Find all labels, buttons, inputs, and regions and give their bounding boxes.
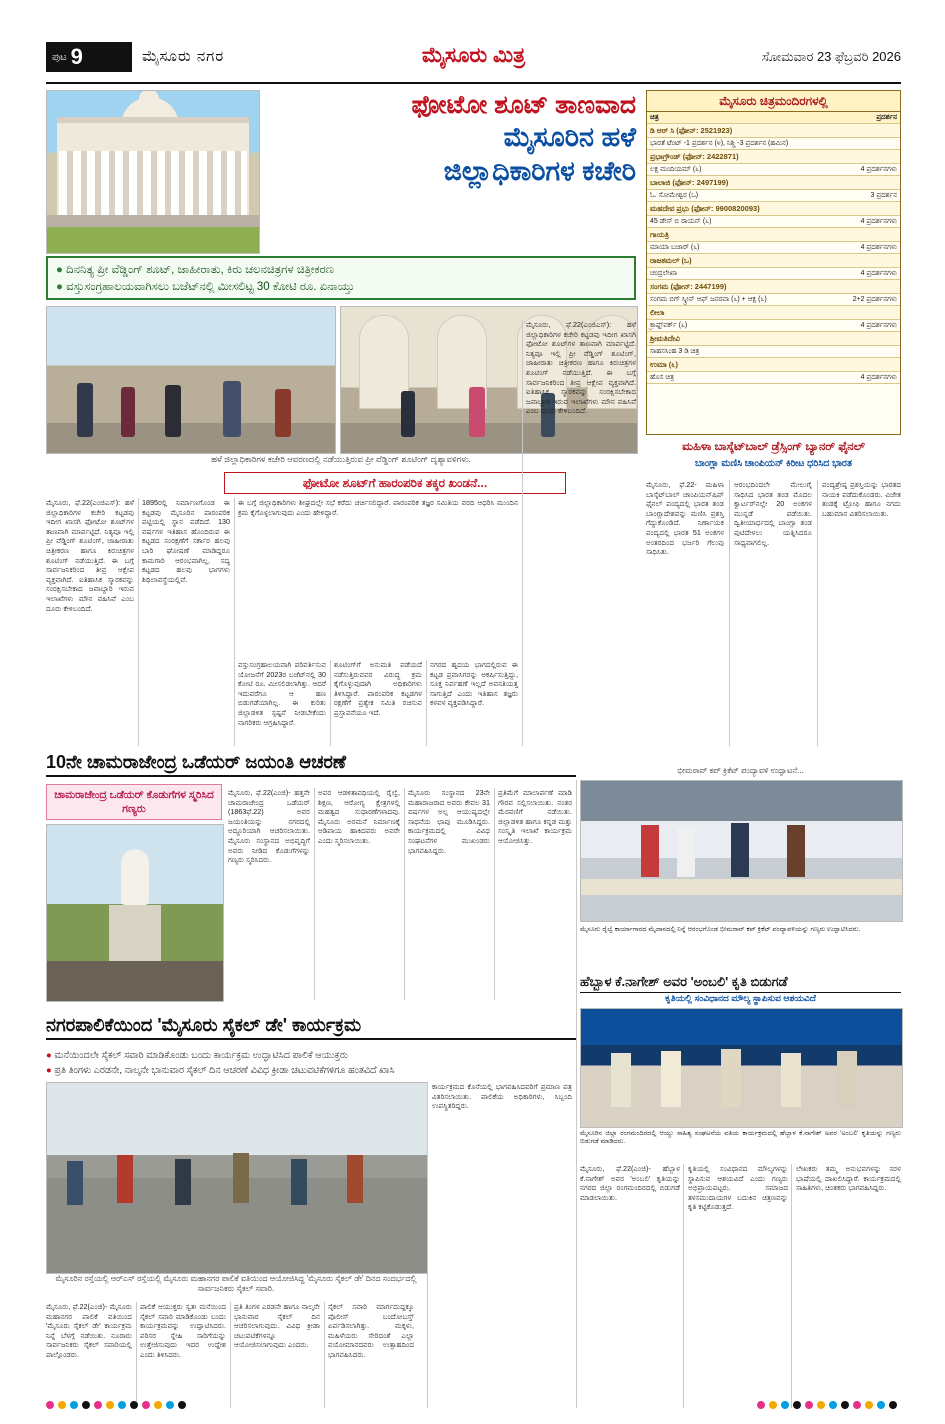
page-label: ಪುಟ: [52, 51, 67, 63]
color-registration-dot: [118, 1401, 126, 1409]
masthead: [46, 40, 901, 84]
lead-photo-caption: ಹಳೆ ಜಿಲ್ಲಾಧಿಕಾರಿಗಳ ಕಚೇರಿ ಆವರಣದಲ್ಲಿ ನಡೆಯುತ್ತಿರುವ ಪ್ರೀ ವೆಡ್ಡಿಂಗ್ ಶೂಟಿಂಗ್ ದೃಶ್ಯಾವಳಿಗಳು.: [211, 454, 471, 464]
cinema-theatre-name: ಮಹದೇವ ಪ್ರಭು (ಫೋನ್: 9900820093): [647, 202, 900, 216]
cinema-movie-row: [647, 138, 900, 150]
cinema-movie-row: [647, 268, 900, 280]
cinema-theatre-row: [647, 332, 900, 346]
photo-shoot-photo-1: [46, 306, 336, 454]
cinema-movie-row: [647, 216, 900, 228]
cinema-theatre-row: [647, 124, 900, 138]
color-registration-dot: [70, 1401, 78, 1409]
cinema-show-count: 3 ಪ್ರದರ್ಶನ: [822, 190, 900, 202]
cinema-table: [647, 112, 900, 384]
cinema-show-count: 4 ಪ್ರದರ್ಶನಗಳು: [822, 242, 900, 254]
cinema-show-count: [822, 138, 900, 150]
cinema-movie-row: [647, 346, 900, 358]
cinema-show-count: 4 ಪ್ರದರ್ಶನಗಳು: [822, 164, 900, 176]
section2-pink-caption-text: ಚಾಮರಾಜೇಂದ್ರ ಒಡೆಯರ್ ಕೊಡುಗೆಗಳ ಸ್ಮರಿಸಿದ ಗಣ್ಯರು: [54, 789, 214, 815]
cinema-theatre-name: ಸಂಗಮ (ಫೋನ್: 2447199): [647, 280, 900, 294]
book-col-2: ಕೃತಿಯಲ್ಲಿ ಸಂವಿಧಾನದ ಮೌಲ್ಯಗಳನ್ನು ಸ್ಥಾಪಿಸುವ ಆಶಯವಿದೆ ಎಂದು ಗಣ್ಯರು ಅಭಿಪ್ರಾಯಪಟ್ಟರು. ಸಮಾಜದ ತಳಸಮುದಾಯಗಳ ಬದುಕಿನ ಚಿತ್ರಣವನ್ನು ಕೃತಿ ಕಟ್ಟಿಕೊಡುತ್ತದೆ.: [688, 1164, 788, 1212]
lead-col-1: ಮೈಸೂರು, ಫೆ.22(ಎಂಜಿಎಸ್): ಹಳೆ ಜಿಲ್ಲಾಧಿಕಾರಿಗಳ ಕಚೇರಿ ಕಟ್ಟಡವು ಇದೀಗ ಖಾಸಗಿ ಫೋಟೋ ಶೂಟ್‌ಗಳ ತಾಣವಾಗಿ ಮಾರ್ಪಟ್ಟಿದೆ. ನಿತ್ಯವೂ ಇಲ್ಲಿ ಪ್ರೀ ವೆಡ್ಡಿಂಗ್ ಶೂಟಿಂಗ್, ಜಾಹೀರಾತು ಚಿತ್ರೀಕರಣ ಹಾಗೂ ಕಿರುಚಿತ್ರಗಳ ಶೂಟಿಂಗ್ ನಡೆಯುತ್ತಿದೆ. ಈ ಬಗ್ಗೆ ಸಾರ್ವಜನಿಕರಿಂದ ತೀವ್ರ ಆಕ್ಷೇಪ ವ್ಯಕ್ತವಾಗಿದೆ. ಐತಿಹಾಸಿಕ ಸ್ಮಾರಕವನ್ನು ಸಂರಕ್ಷಿಸಬೇಕಾದ ಜವಾಬ್ದಾರಿ ಇರುವ ಇಲಾಖೆಗಳು ಮೌನ ವಹಿಸಿವೆ ಎಂಬ ದೂರು ಕೇಳಿಬಂದಿದೆ.: [46, 498, 134, 613]
lead-col-6: ಮೈಸೂರು, ಫೆ.22(ಎಂಜಿಎಸ್): ಹಳೆ ಜಿಲ್ಲಾಧಿಕಾರಿಗಳ ಕಚೇರಿ ಕಟ್ಟಡವು ಇದೀಗ ಖಾಸಗಿ ಫೋಟೋ ಶೂಟ್‌ಗಳ ತಾಣವಾಗಿ ಮಾರ್ಪಟ್ಟಿದೆ. ನಿತ್ಯವೂ ಇಲ್ಲಿ ಪ್ರೀ ವೆಡ್ಡಿಂಗ್ ಶೂಟಿಂಗ್, ಜಾಹೀರಾತು ಚಿತ್ರೀಕರಣ ಹಾಗೂ ಕಿರುಚಿತ್ರಗಳ ಶೂಟಿಂಗ್ ನಡೆಯುತ್ತಿದೆ. ಈ ಬಗ್ಗೆ ಸಾರ್ವಜನಿಕರಿಂದ ತೀವ್ರ ಆಕ್ಷೇಪ ವ್ಯಕ್ತವಾಗಿದೆ. ಐತಿಹಾಸಿಕ ಸ್ಮಾರಕವನ್ನು ಸಂರಕ್ಷಿಸಬೇಕಾದ ಜವಾಬ್ದಾರಿ ಇರುವ ಇಲಾಖೆಗಳು ಮೌನ ವಹಿಸಿವೆ ಎಂಬ ದೂರು ಕೇಳಿಬಂದಿದೆ.: [526, 320, 636, 416]
section3-col-1: ಮೈಸೂರು, ಫೆ.22(ಎಂಜಿ)- ಮೈಸೂರು ಮಹಾನಗರ ಪಾಲಿಕೆ ವತಿಯಿಂದ 'ಮೈಸೂರು ಸೈಕಲ್ ಡೇ' ಕಾರ್ಯಕ್ರಮ ನಿನ್ನೆ ಬೆಳಗ್ಗೆ ನಡೆಯಿತು. ನೂರಾರು ಸಾರ್ವಜನಿಕರು ಸೈಕಲ್ ಸವಾರಿಯಲ್ಲಿ ಪಾಲ್ಗೊಂಡರು.: [46, 1302, 132, 1359]
lead-kicker: ಫೋಟೋ ಶೂಟ್ ತಾಣವಾದ: [411, 91, 636, 119]
book-release-photo: [580, 1008, 903, 1128]
book-release-subtitle: ಕೃತಿಯಲ್ಲಿ ಸಂವಿಧಾನದ ಮೌಲ್ಯ ಸ್ಥಾಪಿಸುವ ಆಶಯವಿದೆ: [665, 993, 816, 1003]
cinema-theatre-row: [647, 280, 900, 294]
cinema-movie-row: [647, 164, 900, 176]
cinema-show-count: 4 ಪ್ರದರ್ಶನಗಳು: [822, 320, 900, 332]
cinema-theatre-name: ಉಮಾ (೬): [647, 358, 900, 372]
lead-bullet-1: ದಿನನಿತ್ಯ ಪ್ರೀ ವೆಡ್ಡಿಂಗ್ ಶೂಟ್, ಜಾಹೀರಾತು, ಕಿರು ಚಲನಚಿತ್ರಗಳ ಚಿತ್ರೀಕರಣ: [66, 264, 334, 276]
masthead-paper-title: ಮೈಸೂರು ಮಿತ್ರ: [421, 44, 526, 67]
cinema-col-header: ಪ್ರದರ್ಶನ: [822, 112, 900, 124]
cinema-movie-name: ಚಂದ್ರಲೇಖಾ: [647, 268, 822, 280]
cinema-movie-row: [647, 372, 900, 384]
lead-bullets: ● ದಿನನಿತ್ಯ ಪ್ರೀ ವೆಡ್ಡಿಂಗ್ ಶೂಟ್, ಜಾಹೀರಾತು, ಕಿರು ಚಲನಚಿತ್ರಗಳ ಚಿತ್ರೀಕರಣ ● ವಸ್ತುಸಂಗ್ರಹಾಲಯವಾಗಿಸಲು ಬಜೆಟ್‌ನಲ್ಲಿ ಮೀಸಲಿಟ್ಟ 30 ಕೋಟಿ ರೂ. ಏನಾಯ್ತು: [46, 256, 636, 300]
lead-bullet-2: ವಸ್ತುಸಂಗ್ರಹಾಲಯವಾಗಿಸಲು ಬಜೆಟ್‌ನಲ್ಲಿ ಮೀಸಲಿಟ್ಟ 30 ಕೋಟಿ ರೂ. ಏನಾಯ್ತು: [66, 281, 355, 293]
color-registration-dot: [769, 1401, 777, 1409]
cinema-theatre-row: [647, 358, 900, 372]
lead-col-2: 1895ರಲ್ಲಿ ನಿರ್ಮಾಣಗೊಂಡ ಈ ಕಟ್ಟಡವು ಮೈಸೂರಿನ ಪಾರಂಪರಿಕ ಪಟ್ಟಿಯಲ್ಲಿ ಸ್ಥಾನ ಪಡೆದಿದೆ. 130 ವರ್ಷಗಳ ಇತಿಹಾಸ ಹೊಂದಿರುವ ಈ ಕಟ್ಟಡದ ಸಂರಕ್ಷಣೆಗೆ ಸರ್ಕಾರ ಹಲವು ಬಾರಿ ಘೋಷಣೆ ಮಾಡಿದ್ದರೂ ಕಾಮಗಾರಿ ಆರಂಭವಾಗಿಲ್ಲ. ಸದ್ಯ ಕಟ್ಟಡದ ಹಲವು ಭಾಗಗಳು ಶಿಥಿಲಾವಸ್ಥೆಯಲ್ಲಿವೆ.: [142, 498, 230, 584]
section3-bullets: ● ಮನೆಯಿಂದಲೇ ಸೈಕಲ್ ಸವಾರಿ ಮಾಡಿಕೊಂಡು ಬಂದು ಕಾರ್ಯಕ್ರಮ ಉದ್ಘಾಟಿಸಿದ ಪಾಲಿಕೆ ಆಯುಕ್ತರು ● ಪ್ರತಿ ತಿಂಗಳು ಎರಡನೇ, ನಾಲ್ಕನೇ ಭಾನುವಾರ ಸೈಕಲ್ ದಿನ ಆಚರಣೆ ವಿವಿಧ ಕ್ರೀಡಾ ಚಟುವಟಿಕೆಗಳಿಗೂ ಹಂತವಿದೆ ಖಾಸಿ: [46, 1050, 395, 1076]
cycle-day-photo: [46, 1082, 428, 1274]
section3-bullet-2: ಪ್ರತಿ ತಿಂಗಳು ಎರಡನೇ, ನಾಲ್ಕನೇ ಭಾನುವಾರ ಸೈಕಲ್ ದಿನ ಆಚರಣೆ ವಿವಿಧ ಕ್ರೀಡಾ ಚಟುವಟಿಕೆಗಳಿಗೂ ಹಂತವಿದೆ ಖಾಸಿ: [54, 1065, 395, 1076]
cinema-theatre-name: ಡಿ ಆರ್ ಸಿ (ಫೋನ್: 2521923): [647, 124, 900, 138]
lead-headline-2: ಜಿಲ್ಲಾಧಿಕಾರಿಗಳ ಕಚೇರಿ: [443, 156, 636, 186]
color-registration-dot: [781, 1401, 789, 1409]
cinema-movie-row: [647, 320, 900, 332]
section3-col-4: ಸೈಕಲ್ ಸವಾರಿ ಮಾರ್ಗದುದ್ದಕ್ಕೂ ಪೊಲೀಸ್ ಬಂದೋಬಸ್ತ್ ಏರ್ಪಡಿಸಲಾಗಿತ್ತು. ಮಕ್ಕಳು, ಮಹಿಳೆಯರು ಸೇರಿದಂತೆ ಎಲ್ಲಾ ವಯೋಮಾನದವರು ಉತ್ಸಾಹದಿಂದ ಭಾಗವಹಿಸಿದರು.: [328, 1302, 414, 1359]
lead-headline-1: ಮೈಸೂರಿನ ಹಳೆ: [503, 122, 636, 152]
cinema-show-count: 4 ಪ್ರದರ್ಶನಗಳು: [822, 268, 900, 280]
cinema-movie-name: ಸಾಹಸಸಿಂಹ 3 ಡಿ ಚಿತ್ರ: [647, 346, 822, 358]
color-registration-dot: [757, 1401, 765, 1409]
book-col-3: ಲೇಖಕರು ತಮ್ಮ ಅನುಭವಗಳನ್ನು ಸರಳ ಭಾಷೆಯಲ್ಲಿ ದಾಖಲಿಸಿದ್ದಾರೆ. ಕಾರ್ಯಕ್ರಮದಲ್ಲಿ ಸಾಹಿತಿಗಳು, ಚಿಂತಕರು ಭಾಗವಹಿಸಿದ್ದರು.: [796, 1164, 901, 1193]
color-registration-dot: [853, 1401, 861, 1409]
masthead-date: ಸೋಮವಾರ 23 ಫೆಬ್ರವರಿ 2026: [761, 49, 901, 64]
color-registration-dot: [889, 1401, 897, 1409]
color-registration-dot: [817, 1401, 825, 1409]
lead-col-wide: ಈ ಬಗ್ಗೆ ಜಿಲ್ಲಾಧಿಕಾರಿಗಳು ಶೀಘ್ರದಲ್ಲೇ ಸಭೆ ಕರೆದು ಚರ್ಚಿಸಲಿದ್ದಾರೆ. ಪಾರಂಪರಿಕ ತಜ್ಞರ ಸಮಿತಿಯ ವರದಿ ಆಧರಿಸಿ ಮುಂದಿನ ಕ್ರಮ ಕೈಗೊಳ್ಳಲಾಗುವುದು ಎಂದು ಹೇಳಿದ್ದಾರೆ.: [238, 498, 518, 517]
page-number: 9: [70, 44, 83, 69]
cinema-show-count: 4 ಪ್ರದರ್ಶನಗಳು: [822, 216, 900, 228]
section2-col-2: ಅವರ ಆಡಳಿತಾವಧಿಯಲ್ಲಿ ರೈಲ್ವೆ, ಶಿಕ್ಷಣ, ಆರೋಗ್ಯ ಕ್ಷೇತ್ರಗಳಲ್ಲಿ ಮಹತ್ವದ ಸುಧಾರಣೆಗಳಾದವು. ಮೈಸೂರು ಅರಮನೆ ನಿರ್ಮಾಣಕ್ಕೆ ಅಡಿಪಾಯ ಹಾಕಿದವರು ಅವರೇ ಎಂದು ಸ್ಮರಿಸಲಾಯಿತು.: [318, 788, 400, 845]
cinema-title-bar: [647, 91, 900, 112]
color-registration-dot: [178, 1401, 186, 1409]
cycle-day-caption: ಮೈಸೂರಿನ ರಸ್ತೆಯಲ್ಲಿ ಆರ್‌ಎಸ್ ರಸ್ತೆಯಲ್ಲಿ ಮೈಸೂರು ಮಹಾನಗರ ಪಾಲಿಕೆ ವತಿಯಿಂದ ಆಯೋಜಿಸಿದ್ದ 'ಮೈಸೂರು ಸೈಕಲ್ ಡೇ' ದಿನದ ಸಂದರ್ಭದಲ್ಲಿ ಸಾರ್ವಜನಿಕರು ಸೈಕಲ್ ಸವಾರಿ.: [55, 1274, 417, 1293]
basketball-subtitle: ಬಾಂಗ್ಲಾ ಮಣಿಸಿ ಚಾಂಪಿಯನ್ ಕಿರೀಟ ಧರಿಸಿದ ಭಾರತ: [695, 458, 852, 469]
color-registration-dot: [865, 1401, 873, 1409]
cinema-theatre-name: ರಾಜಕಮಲ್ (ಒ): [647, 254, 900, 268]
cinema-movie-row: [647, 294, 900, 306]
color-registration-dot: [841, 1401, 849, 1409]
cinema-theatre-row: [647, 150, 900, 164]
section3-bullet-1: ಮನೆಯಿಂದಲೇ ಸೈಕಲ್ ಸವಾರಿ ಮಾಡಿಕೊಂಡು ಬಂದು ಕಾರ್ಯಕ್ರಮ ಉದ್ಘಾಟಿಸಿದ ಪಾಲಿಕೆ ಆಯುಕ್ತರು: [54, 1050, 348, 1061]
lead-subhead: [224, 472, 566, 494]
cinema-movie-name: ಹೊಸ ಚಿತ್ರ: [647, 372, 822, 384]
lead-col-4: ಶೂಟಿಂಗ್‌ಗೆ ಅನುಮತಿ ಪಡೆಯದೆ ನಡೆಸುತ್ತಿರುವವರ ವಿರುದ್ಧ ಕ್ರಮ ಕೈಗೊಳ್ಳುವುದಾಗಿ ಅಧಿಕಾರಿಗಳು ತಿಳಿಸಿದ್ದಾರೆ. ಪಾರಂಪರಿಕ ಕಟ್ಟಡಗಳ ರಕ್ಷಣೆಗೆ ಪ್ರತ್ಯೇಕ ಸಮಿತಿ ರಚಿಸುವ ಪ್ರಸ್ತಾವನೆಯೂ ಇದೆ.: [334, 660, 422, 717]
book-release-title: ಹೆಬ್ಬಾಳ ಕೆ.ನಾಗೇಶ್ ಅವರ 'ಅಂಬಲಿ' ಕೃತಿ ಬಿಡುಗಡೆ: [580, 974, 901, 993]
color-registration-dot: [106, 1401, 114, 1409]
cinema-theatre-name: ಬಾಲಾಜಿ (ಫೋನ್: 2497199): [647, 176, 900, 190]
cinema-movie-name: ಮಾಯಾ ಬಜಾರ್ (೬): [647, 242, 822, 254]
cinema-movie-name: 45 ಡೇಸ್ ಬಿ ರಾಯನ್ (೬): [647, 216, 822, 228]
cinema-theatre-name: ಲೀಲಾ: [647, 306, 900, 320]
color-registration-dot: [793, 1401, 801, 1409]
cinema-theatre-row: [647, 228, 900, 242]
cinema-movie-name: ಕ್ರಾಫ್ಟ್‌ವರ್ಕ್ (೬): [647, 320, 822, 332]
basketball-story: [646, 440, 901, 470]
color-registration-dot: [130, 1401, 138, 1409]
cinema-theatre-name: ಶ್ರೀಮತಿದೇವಿ: [647, 332, 900, 346]
cinema-show-count: [822, 346, 900, 358]
cinema-movie-row: [647, 242, 900, 254]
section2-col-3: ಮೈಸೂರು ಸಂಸ್ಥಾನದ 23ನೇ ಮಹಾರಾಜರಾದ ಅವರು ಕೇವಲ 31 ವರ್ಷಗಳ ಅಲ್ಪ ಆಯುಷ್ಯದಲ್ಲೇ ಸಾಧನೆಯ ಛಾಪು ಮೂಡಿಸಿದ್ದರು. ಕಾರ್ಯಕ್ರಮದಲ್ಲಿ ವಿವಿಧ ಸಂಘಟನೆಗಳ ಮುಖಂಡರು ಭಾಗವಹಿಸಿದ್ದರು.: [408, 788, 490, 855]
cinema-movie-name: ಭಾರತೆ ಟೆಂಟ್ -1 ಪ್ರದರ್ಶನ (೪), ನಿಶ್ಚಿ -3 ಪ್ರದರ್ಶನ (ಹಮಿನ): [647, 138, 822, 150]
color-registration-dot: [46, 1401, 54, 1409]
lead-building-photo: [46, 90, 260, 254]
section3-col-5: ಕಾರ್ಯಕ್ರಮದ ಕೊನೆಯಲ್ಲಿ ಭಾಗವಹಿಸಿದವರಿಗೆ ಪ್ರಮಾಣ ಪತ್ರ ವಿತರಿಸಲಾಯಿತು. ಪಾಲಿಕೆಯ ಅಧಿಕಾರಿಗಳು, ಸಿಬ್ಬಂದಿ ಉಪಸ್ಥಿತರಿದ್ದರು.: [432, 1082, 572, 1111]
cinema-movie-name: ಸಂಗಮ ಬಿಗ್ ಸ್ಕ್ರೀನ್ ಆಫ್ ಜನರವಾ (೬) + ಆಕ್ಷ (೬): [647, 294, 822, 306]
color-registration-dot: [58, 1401, 66, 1409]
cinema-movie-row: [647, 190, 900, 202]
cinema-movie-name: ಓ. ಸೋಮೇಶ್ವರ (ಒ): [647, 190, 822, 202]
cricket-photo-caption-top: ಭೀಮರಾವ್ ಕಪ್ ಕ್ರಿಕೆಟ್ ಪಂದ್ಯಾವಳಿ ಉದ್ಘಾಟನೆ...: [677, 766, 804, 775]
lead-subhead-text: ಫೋಟೋ ಶೂಟ್‌ಗೆ ಹಾರಂಪರಿಕ ತಕ್ಕರ ಖಂಡನೆ...: [302, 475, 488, 490]
section2-col-1: ಮೈಸೂರು, ಫೆ.22(ಎಂಜಿ)- ಹತ್ತನೇ ಚಾಮರಾಜೇಂದ್ರ ಒಡೆಯರ್ (1863ಫೆ.22) ಅವರ ಜಯಂತಿಯನ್ನು ನಗರದಲ್ಲಿ ಅದ್ಧೂರಿಯಾಗಿ ಆಚರಿಸಲಾಯಿತು. ಮೈಸೂರು ಸಂಸ್ಥಾನದ ಅಭಿವೃದ್ಧಿಗೆ ಅವರು ನೀಡಿದ ಕೊಡುಗೆಗಳನ್ನು ಗಣ್ಯರು ಸ್ಮರಿಸಿದರು.: [228, 788, 310, 865]
lead-hero: [46, 90, 636, 252]
cricket-photo-caption-bottom: ಮೈಸೂರು ರೈಲ್ವೆ ಕಾರ್ಯಾಗಾರದ ಮೈದಾನದಲ್ಲಿ ನಿನ್ನೆ ಆರಂಭಗೊಂಡ ಭೀಮರಾವ್ ಕಪ್ ಕ್ರಿಕೆಟ್ ಪಂದ್ಯಾವಳಿಯನ್ನು ಗಣ್ಯರು ಉದ್ಘಾಟಿಸಿದರು.: [580, 926, 861, 933]
lead-col-5: ನಗರದ ಹೃದಯ ಭಾಗದಲ್ಲಿರುವ ಈ ಕಟ್ಟಡ ಪ್ರವಾಸಿಗರನ್ನು ಆಕರ್ಷಿಸುತ್ತಿದ್ದು, ಸೂಕ್ತ ನಿರ್ವಹಣೆ ಇಲ್ಲದೆ ಅವನತಿಯತ್ತ ಸಾಗುತ್ತಿದೆ ಎಂದು ಇತಿಹಾಸ ತಜ್ಞರು ಕಳವಳ ವ್ಯಕ್ತಪಡಿಸಿದ್ದಾರೆ.: [430, 660, 518, 708]
cinema-theatre-row: [647, 306, 900, 320]
cinema-show-count: 4 ಪ್ರದರ್ಶನಗಳು: [822, 372, 900, 384]
basketball-title: ಮಹಿಳಾ ಬಾಸ್ಕೆಟ್‌ಬಾಲ್ ಡ್ರೆಸ್ಸಿಂಗ್ ಬ್ಯಾನರ್ ಫೈನಲ್: [682, 441, 865, 453]
lead-col-3: ವಸ್ತುಸಂಗ್ರಹಾಲಯವಾಗಿ ಪರಿವರ್ತಿಸುವ ಯೋಜನೆಗೆ 2023ರ ಬಜೆಟ್‌ನಲ್ಲಿ 30 ಕೋಟಿ ರೂ. ಮೀಸಲಿಡಲಾಗಿತ್ತು. ಆದರೆ ಇದುವರೆಗೂ ಆ ಹಣ ಬಿಡುಗಡೆಯಾಗಿಲ್ಲ. ಈ ಕುರಿತು ಜಿಲ್ಲಾಡಳಿತ ಸ್ಪಷ್ಟನೆ ನೀಡಬೇಕೆಂದು ನಾಗರಿಕರು ಆಗ್ರಹಿಸಿದ್ದಾರೆ.: [238, 660, 326, 727]
color-registration-dot: [166, 1401, 174, 1409]
masthead-city: ಮೈಸೂರು ನಗರ: [142, 48, 225, 65]
section3-col-2: ಪಾಲಿಕೆ ಆಯುಕ್ತರು ಸ್ವತಃ ಮನೆಯಿಂದ ಸೈಕಲ್ ಸವಾರಿ ಮಾಡಿಕೊಂಡು ಬಂದು ಕಾರ್ಯಕ್ರಮವನ್ನು ಉದ್ಘಾಟಿಸಿದರು. ಪರಿಸರ ಸ್ನೇಹಿ ಸಾರಿಗೆಯನ್ನು ಉತ್ತೇಜಿಸುವುದು ಇದರ ಉದ್ದೇಶ ಎಂದು ತಿಳಿಸಿದರು.: [140, 1302, 226, 1359]
section2-title: 10ನೇ ಚಾಮರಾಜೇಂದ್ರ ಒಡೆಯರ್ ಜಯಂತಿ ಆಚರಣೆ: [46, 752, 576, 777]
cinema-col-header: ಚಿತ್ರ: [647, 112, 822, 124]
cinema-theatre-row: [647, 202, 900, 216]
statue-photo: [46, 824, 224, 1002]
color-registration-dot: [154, 1401, 162, 1409]
cinema-movie-name: ಲಕ್ಷ ಮಂದಿಯಮ್ (೬): [647, 164, 822, 176]
basketball-col-3: ಪಂದ್ಯಶ್ರೇಷ್ಠ ಪ್ರಶಸ್ತಿಯನ್ನು ಭಾರತದ ನಾಯಕಿ ಪಡೆದುಕೊಂಡರು. ವಿಜೇತ ತಂಡಕ್ಕೆ ಟ್ರೋಫಿ ಹಾಗೂ ನಗದು ಬಹುಮಾನ ವಿತರಿಸಲಾಯಿತು.: [822, 480, 901, 518]
cinema-theatre-row: [647, 176, 900, 190]
color-registration-dot: [829, 1401, 837, 1409]
color-registration-dot: [94, 1401, 102, 1409]
color-registration-dot: [82, 1401, 90, 1409]
color-registration-dot: [877, 1401, 885, 1409]
book-col-1: ಮೈಸೂರು, ಫೆ.22(ಎಂಜಿ)- ಹೆಬ್ಬಾಳ ಕೆ.ನಾಗೇಶ್ ಅವರ 'ಅಂಬಲಿ' ಕೃತಿಯನ್ನು ನಗರದ ಜಿಲ್ಲಾ ರಂಗಮಂದಿರದಲ್ಲಿ ಬಿಡುಗಡೆ ಮಾಡಲಾಯಿತು.: [580, 1164, 680, 1202]
cinema-theatre-row: [647, 254, 900, 268]
cinema-show-count: 2+2 ಪ್ರದರ್ಶನಗಳು: [822, 294, 900, 306]
basketball-col-1: ಮೈಸೂರು, ಫೆ.22- ಮಹಿಳಾ ಬಾಸ್ಕೆಟ್‌ಬಾಲ್ ಚಾಂಪಿಯನ್‌ಷಿಪ್ ಫೈನಲ್ ಪಂದ್ಯದಲ್ಲಿ ಭಾರತ ತಂಡ ಬಾಂಗ್ಲಾದೇಶವನ್ನು ಮಣಿಸಿ ಪ್ರಶಸ್ತಿ ಗೆದ್ದುಕೊಂಡಿದೆ. ನಿರ್ಣಾಯಕ ಪಂದ್ಯದಲ್ಲಿ ಭಾರತ 51 ಅಂಕಗಳ ಅಂತರದಿಂದ ಭರ್ಜರಿ ಗೆಲುವು ಸಾಧಿಸಿತು.: [646, 480, 724, 557]
color-registration-dot: [142, 1401, 150, 1409]
section3-col-3: ಪ್ರತಿ ತಿಂಗಳ ಎರಡನೇ ಹಾಗೂ ನಾಲ್ಕನೇ ಭಾನುವಾರ ಸೈಕಲ್ ದಿನ ಆಚರಿಸಲಾಗುವುದು. ವಿವಿಧ ಕ್ರೀಡಾ ಚಟುವಟಿಕೆಗಳನ್ನೂ ಆಯೋಜಿಸಲಾಗುವುದು ಎಂದರು.: [234, 1302, 320, 1350]
registration-dots: [741, 1396, 901, 1406]
cinema-listing: [646, 90, 901, 435]
section3-title: ನಗರಪಾಲಿಕೆಯಿಂದ 'ಮೈಸೂರು ಸೈಕಲ್ ಡೇ' ಕಾರ್ಯಕ್ರಮ: [46, 1015, 576, 1040]
cinema-header-row: [647, 112, 900, 124]
book-release-photo-caption: ಮೈಸೂರಿನ ಜಿಲ್ಲಾ ರಂಗಮಂದಿರದಲ್ಲಿ ಆಯ್ದು ಸಾಹಿತ್ಯ ಸಂಘಟನೆಯ ವತಿಯ ಕಾರ್ಯಕ್ರಮದಲ್ಲಿ ಹೆಬ್ಬಾಳ ಕೆ.ನಾಗೇಶ್ ಅವರ 'ಅಂಬಲಿ' ಕೃತಿಯನ್ನು ಗಣ್ಯರು ಬಿಡುಗಡೆ ಮಾಡಿದರು.: [580, 1130, 901, 1146]
cricket-photo: [580, 780, 903, 922]
cinema-title: ಮೈಸೂರು ಚಿತ್ರಮಂದಿರಗಳಲ್ಲಿ: [719, 93, 828, 108]
section2-col-4: ಪ್ರತಿಮೆಗೆ ಮಾಲಾರ್ಪಣೆ ಮಾಡಿ ಗೌರವ ಸಲ್ಲಿಸಲಾಯಿತು. ನಂತರ ಮೆರವಣಿಗೆ ನಡೆಯಿತು. ಜಿಲ್ಲಾಡಳಿತ ಹಾಗೂ ಕನ್ನಡ ಮತ್ತು ಸಂಸ್ಕೃತಿ ಇಲಾಖೆ ಕಾರ್ಯಕ್ರಮ ಆಯೋಜಿಸಿತ್ತು.: [498, 788, 572, 845]
basketball-col-2: ಆರಂಭದಿಂದಲೇ ಮೇಲುಗೈ ಸಾಧಿಸಿದ ಭಾರತ ತಂಡ ಮೊದಲ ಕ್ವಾರ್ಟರ್‌ನಲ್ಲೇ 20 ಅಂಕಗಳ ಮುನ್ನಡೆ ಪಡೆಯಿತು. ದ್ವಿತೀಯಾರ್ಧದಲ್ಲಿ ಬಾಂಗ್ಲಾ ತಂಡ ಪುಟಿದೇಳಲು ಯತ್ನಿಸಿದರೂ ಸಾಧ್ಯವಾಗಲಿಲ್ಲ.: [734, 480, 812, 547]
section2-pink-caption: [46, 784, 222, 820]
color-registration-dot: [805, 1401, 813, 1409]
cinema-theatre-name: ಪ್ರಭಾಗ್ರೌಂಡ್ (ಫೋನ್: 2422871): [647, 150, 900, 164]
cinema-theatre-name: ಗಾಯತ್ರಿ: [647, 228, 900, 242]
